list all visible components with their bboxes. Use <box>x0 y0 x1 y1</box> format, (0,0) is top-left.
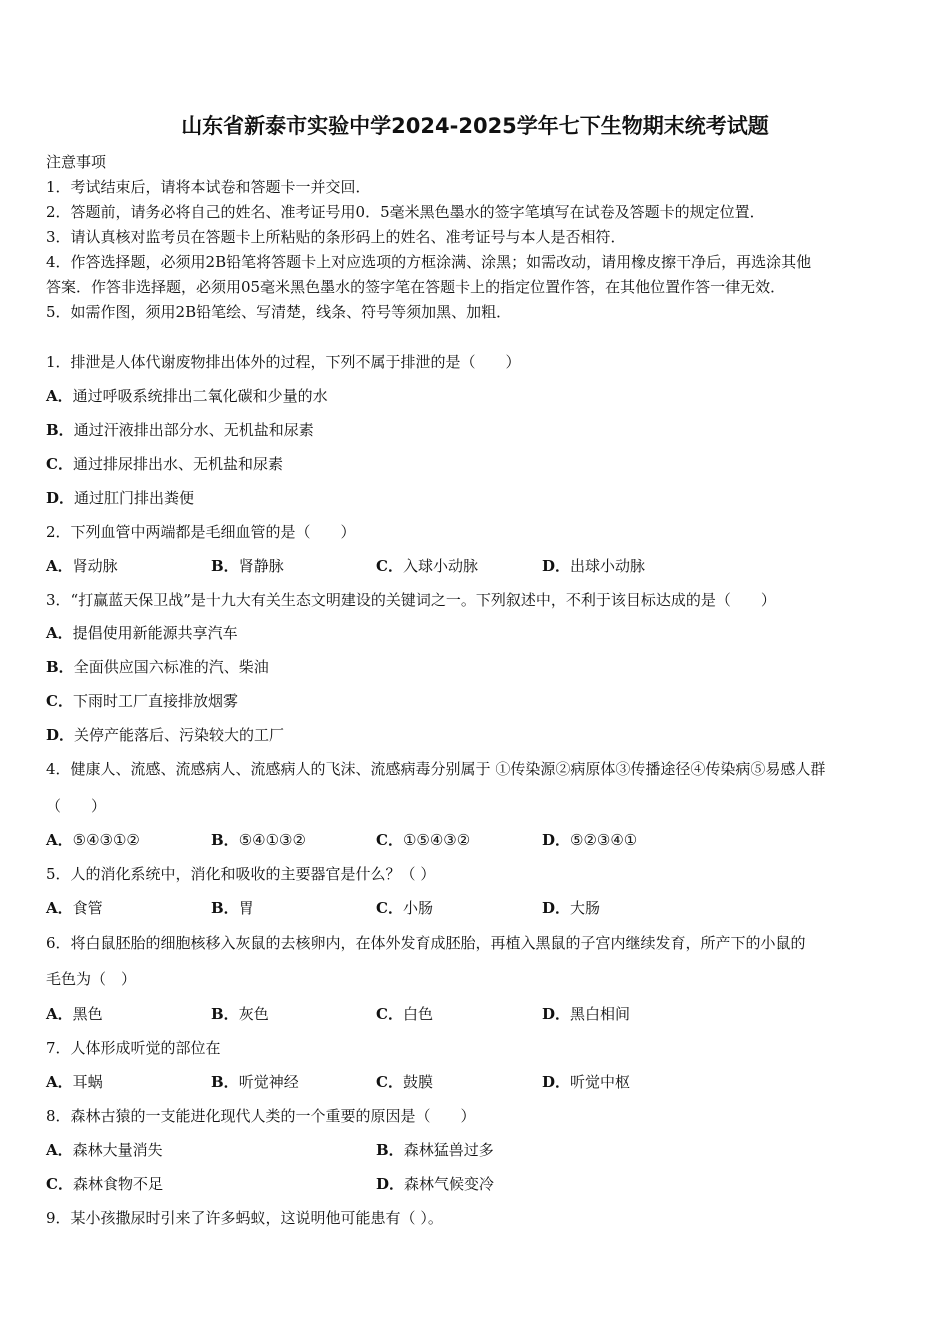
option-letter: A． <box>46 831 73 849</box>
option-letter: C． <box>376 1005 403 1023</box>
option-letter: A． <box>46 1073 73 1091</box>
option-a <box>46 555 118 576</box>
notice-item: 5．如需作图，须用2B铅笔绘、写清楚，线条、符号等须加黑、加粗． <box>46 303 512 321</box>
option-d <box>542 897 600 918</box>
option-c <box>46 1173 163 1194</box>
option-letter: D． <box>542 1073 571 1091</box>
option-b <box>211 897 254 918</box>
option-letter: D． <box>542 899 571 917</box>
option-letter: A． <box>46 624 73 642</box>
option-letter: C． <box>376 557 403 575</box>
option-text: 食管 <box>72 899 103 917</box>
option-letter: D． <box>46 489 75 507</box>
option-letter: D． <box>46 726 75 744</box>
question-stem: 4．健康人、流感、流感病人、流感病人的飞沫、流感病毒分别属于 ①传染源②病原体③传播途径④传染病⑤易感人群 <box>46 760 826 778</box>
option-a <box>46 897 103 918</box>
option-letter: A． <box>46 1005 73 1023</box>
option-text: 森林大量消失 <box>72 1141 163 1159</box>
option-d <box>376 1173 494 1194</box>
option-text: 肾动脉 <box>72 557 118 575</box>
option-b <box>211 829 306 850</box>
option-letter: C． <box>376 899 403 917</box>
option-text: 森林食物不足 <box>72 1175 163 1193</box>
option-d <box>542 829 637 850</box>
option-letter: A． <box>46 557 73 575</box>
option-letter: C． <box>46 692 73 710</box>
option-text: 通过肛门排出粪便 <box>74 489 195 507</box>
option-d <box>542 555 645 576</box>
option-text: 提倡使用新能源共享汽车 <box>72 624 238 642</box>
option-text: ①⑤④③② <box>402 831 471 849</box>
option-text: 白色 <box>402 1005 433 1023</box>
option-a <box>46 829 140 850</box>
option-b <box>376 1139 494 1160</box>
question-stem: 7．人体形成听觉的部位在 <box>46 1039 221 1057</box>
option-text: 听觉中枢 <box>570 1073 631 1091</box>
option-d <box>542 1003 630 1024</box>
option-c <box>376 1003 433 1024</box>
option-text: 听觉神经 <box>238 1073 299 1091</box>
question-stem: 8．森林古猿的一支能进化现代人类的一个重要的原因是（ ） <box>46 1107 476 1125</box>
option-letter: D． <box>376 1175 405 1193</box>
option-letter: C． <box>46 455 73 473</box>
option-text: ⑤④③①② <box>72 831 140 849</box>
option-text: 森林猛兽过多 <box>403 1141 494 1159</box>
option-text: 黑白相间 <box>570 1005 631 1023</box>
option-c <box>376 829 470 850</box>
option-a <box>46 1139 163 1160</box>
option-letter: C． <box>376 831 403 849</box>
option-c <box>46 690 238 711</box>
option-text: 通过汗液排出部分水、无机盐和尿素 <box>73 421 314 439</box>
option-d <box>542 1071 630 1092</box>
option-text: 入球小动脉 <box>402 557 478 575</box>
option-letter: B． <box>211 831 239 849</box>
option-letter: B． <box>46 421 74 439</box>
page-title: 山东省新泰市实验中学2024-2025学年七下生物期末统考试题 <box>181 114 769 138</box>
option-text: 全面供应国六标准的汽、柴油 <box>73 658 269 676</box>
option-b <box>211 1003 269 1024</box>
option-c <box>376 555 478 576</box>
option-letter: B． <box>211 557 239 575</box>
option-letter: C． <box>46 1175 73 1193</box>
question-stem-continued: （ ） <box>46 797 107 815</box>
option-d <box>46 487 194 508</box>
question-stem-continued: 毛色为（ ） <box>46 970 137 988</box>
option-letter: B． <box>211 1005 239 1023</box>
option-text: 通过呼吸系统排出二氧化碳和少量的水 <box>72 387 328 405</box>
option-b <box>46 656 269 677</box>
option-text: 肾静脉 <box>238 557 284 575</box>
option-text: 通过排尿排出水、无机盐和尿素 <box>72 455 283 473</box>
question-stem: 6．将白鼠胚胎的细胞核移入灰鼠的去核卵内，在体外发育成胚胎，再植入黑鼠的子宫内继续发育，所产下的小鼠的 <box>46 934 806 952</box>
option-letter: D． <box>542 831 571 849</box>
notice-item: 4．作答选择题，必须用2B铅笔将答题卡上对应选项的方框涂满、涂黑；如需改动，请用橡皮擦干净后，再选涂其他 <box>46 253 812 271</box>
option-b <box>211 1071 299 1092</box>
option-text: 大肠 <box>570 899 601 917</box>
option-text: 关停产能落后、污染较大的工厂 <box>74 726 285 744</box>
option-text: 出球小动脉 <box>570 557 646 575</box>
option-letter: A． <box>46 1141 73 1159</box>
option-text: 小肠 <box>402 899 433 917</box>
option-c <box>46 453 283 474</box>
option-text: ⑤④①③② <box>238 831 306 849</box>
option-text: ⑤②③④① <box>570 831 638 849</box>
question-stem: 2．下列血管中两端都是毛细血管的是（ ） <box>46 523 356 541</box>
option-letter: B． <box>211 899 239 917</box>
option-letter: D． <box>542 1005 571 1023</box>
option-letter: A． <box>46 899 73 917</box>
option-text: 胃 <box>238 899 254 917</box>
question-stem: 1．排泄是人体代谢废物排出体外的过程，下列不属于排泄的是（ ） <box>46 353 521 371</box>
option-d <box>46 724 284 745</box>
notice-heading: 注意事项 <box>46 153 107 171</box>
option-a <box>46 1071 103 1092</box>
option-a <box>46 622 238 643</box>
option-text: 下雨时工厂直接排放烟雾 <box>72 692 238 710</box>
option-a <box>46 1003 103 1024</box>
option-a <box>46 385 328 406</box>
option-text: 灰色 <box>238 1005 269 1023</box>
option-b <box>211 555 284 576</box>
question-stem: 3．“打赢蓝天保卫战”是十九大有关生态文明建设的关键词之一。下列叙述中，不利于该目标达成的是（ ） <box>46 591 776 609</box>
option-letter: B． <box>376 1141 404 1159</box>
option-letter: C． <box>376 1073 403 1091</box>
option-b <box>46 419 314 440</box>
option-letter: B． <box>46 658 74 676</box>
option-text: 森林气候变冷 <box>404 1175 495 1193</box>
question-stem: 9．某小孩撒尿时引来了许多蚂蚁，这说明他可能患有（ ）。 <box>46 1209 443 1227</box>
option-c <box>376 1071 433 1092</box>
notice-item: 3．请认真核对监考员在答题卡上所粘贴的条形码上的姓名、准考证号与本人是否相符． <box>46 228 626 246</box>
notice-item: 2．答题前，请务必将自己的姓名、准考证号用0．5毫米黑色墨水的签字笔填写在试卷及答题卡的规定位置． <box>46 203 765 221</box>
option-text: 黑色 <box>72 1005 103 1023</box>
notice-item: 1．考试结束后，请将本试卷和答题卡一并交回． <box>46 178 371 196</box>
option-c <box>376 897 433 918</box>
option-text: 耳蜗 <box>72 1073 103 1091</box>
question-stem: 5．人的消化系统中，消化和吸收的主要器官是什么？（ ） <box>46 865 436 883</box>
option-letter: B． <box>211 1073 239 1091</box>
notice-item: 答案．作答非选择题，必须用05毫米黑色墨水的签字笔在答题卡上的指定位置作答，在其他位置作答一律无效． <box>46 278 786 296</box>
option-text: 鼓膜 <box>402 1073 433 1091</box>
option-letter: D． <box>542 557 571 575</box>
option-letter: A． <box>46 387 73 405</box>
